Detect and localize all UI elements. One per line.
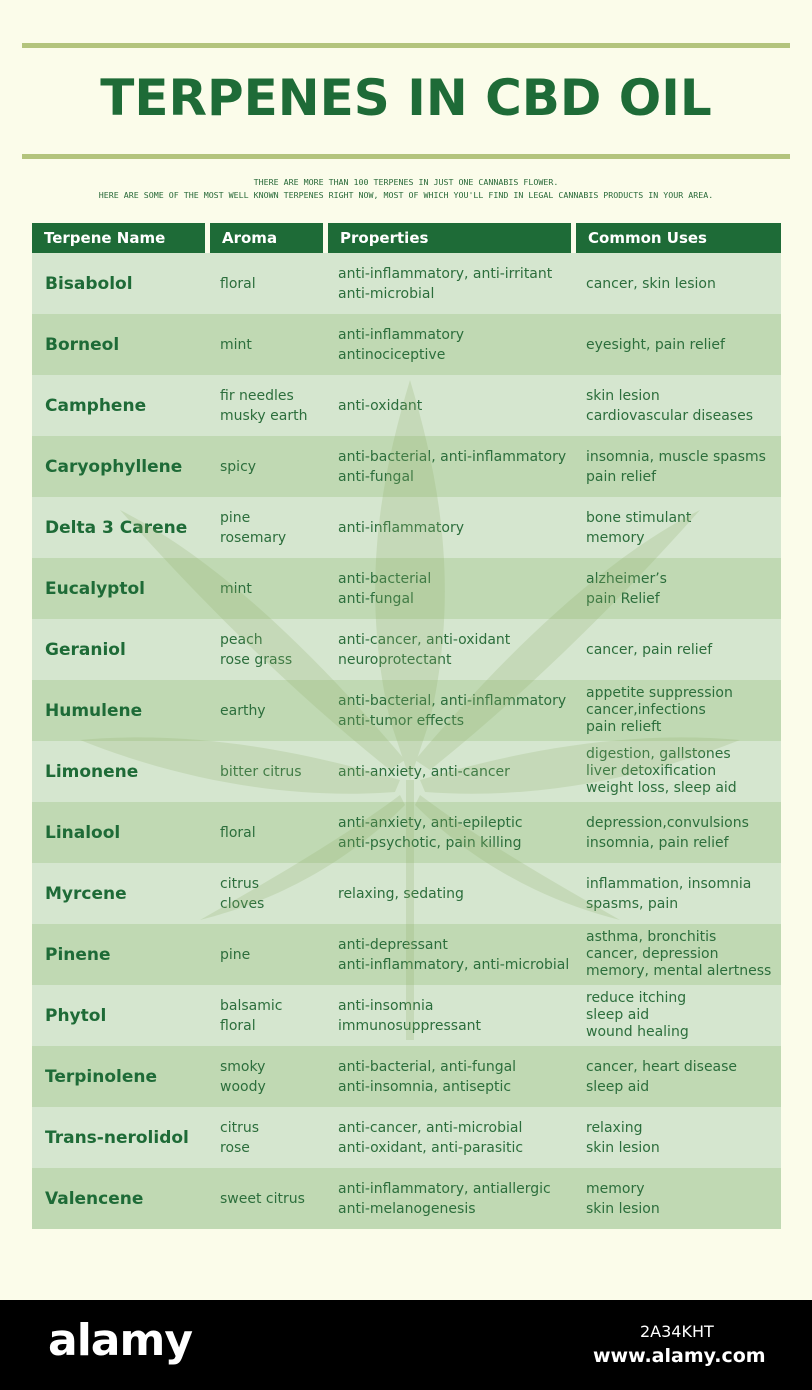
- uses-cell-line: liver detoxification: [586, 763, 717, 779]
- aroma-cell: [207, 924, 325, 985]
- terpene-name: Eucalyptol: [45, 578, 145, 599]
- uses-cell: [573, 619, 781, 680]
- properties-cell: [325, 253, 573, 314]
- properties-cell-line: anti-anxiety, anti-epileptic: [338, 814, 523, 831]
- aroma-cell: [207, 1107, 325, 1168]
- uses-cell-line: alzheimer’s: [586, 570, 667, 587]
- uses-cell: [573, 1168, 781, 1229]
- image-id: 2A34KHT: [640, 1322, 714, 1341]
- uses-cell: [573, 863, 781, 924]
- table-row: [32, 436, 781, 497]
- aroma-cell-line: smoky: [220, 1058, 266, 1075]
- uses-cell: [573, 1046, 781, 1107]
- terpene-name: Delta 3 Carene: [45, 517, 188, 538]
- uses-cell-line: digestion, gallstones: [586, 746, 731, 762]
- properties-cell-line: anti-tumor effects: [338, 712, 465, 729]
- terpene-name: Myrcene: [45, 883, 127, 904]
- aroma-cell: [207, 497, 325, 558]
- properties-cell-line: anti-bacterial: [338, 570, 432, 587]
- properties-cell: [325, 924, 573, 985]
- aroma-cell-line: spicy: [220, 458, 257, 475]
- aroma-cell-line: rose: [220, 1139, 250, 1156]
- uses-cell-line: weight loss, sleep aid: [586, 780, 737, 796]
- properties-cell-line: anti-oxidant, anti-parasitic: [338, 1139, 524, 1156]
- aroma-cell: [207, 436, 325, 497]
- properties-cell-line: anti-psychotic, pain killing: [338, 834, 522, 851]
- aroma-cell-line: balsamic: [220, 997, 283, 1014]
- terpene-name: Phytol: [45, 1005, 107, 1026]
- aroma-cell-line: pine: [220, 509, 251, 526]
- uses-cell-line: reduce itching: [586, 990, 687, 1006]
- aroma-cell: [207, 1046, 325, 1107]
- properties-cell-line: neuroprotectant: [338, 651, 452, 668]
- aroma-cell-line: rose grass: [220, 651, 293, 668]
- uses-cell: [573, 985, 781, 1046]
- terpene-name: Caryophyllene: [45, 456, 183, 477]
- uses-cell-line: memory: [586, 529, 645, 546]
- table-row: [32, 314, 781, 375]
- uses-cell-line: inflammation, insomnia: [586, 875, 752, 892]
- uses-cell-line: eyesight, pain relief: [586, 336, 725, 353]
- subtitle-line-2: HERE ARE SOME OF THE MOST WELL KNOWN TERPENES RIGHT NOW, MOST OF WHICH YOU'LL FIND IN LEGAL CANNABIS PRODUCTS IN YOUR AREA.: [98, 190, 714, 200]
- uses-cell: [573, 375, 781, 436]
- properties-cell-line: anti-fungal: [338, 468, 414, 485]
- table-row: [32, 1168, 781, 1229]
- table-row: [32, 924, 781, 985]
- terpene-name: Borneol: [45, 334, 120, 355]
- uses-cell-line: pain relief: [586, 468, 657, 485]
- uses-cell: [573, 802, 781, 863]
- uses-cell: [573, 741, 781, 802]
- properties-cell-line: anti-inflammatory, anti-irritant: [338, 265, 553, 282]
- properties-cell-line: anti-bacterial, anti-inflammatory: [338, 692, 567, 709]
- aroma-cell: [207, 314, 325, 375]
- uses-cell-line: depression,convulsions: [586, 814, 749, 831]
- properties-cell: [325, 1046, 573, 1107]
- header-common-uses: Common Uses: [576, 223, 781, 253]
- properties-cell-line: anti-melanogenesis: [338, 1200, 476, 1217]
- alamy-logo: alamy: [48, 1315, 192, 1366]
- table-row: [32, 375, 781, 436]
- page-title: TERPENES IN CBD OIL: [100, 69, 712, 127]
- properties-cell: [325, 680, 573, 741]
- aroma-cell: [207, 802, 325, 863]
- terpene-name: Bisabolol: [45, 273, 133, 294]
- uses-cell-line: sleep aid: [586, 1078, 650, 1095]
- aroma-cell: [207, 253, 325, 314]
- properties-cell-line: anti-oxidant: [338, 397, 423, 414]
- properties-cell: [325, 1168, 573, 1229]
- table-row: [32, 1046, 781, 1107]
- uses-cell-line: memory, mental alertness: [586, 963, 772, 979]
- properties-cell-line: anti-inflammatory, anti-microbial: [338, 956, 570, 973]
- properties-cell-line: anti-inflammatory: [338, 519, 464, 536]
- uses-cell-line: cancer,infections: [586, 702, 706, 718]
- aroma-cell-line: mint: [220, 580, 252, 597]
- properties-cell-line: anti-inflammatory, antiallergic: [338, 1180, 551, 1197]
- terpene-name: Linalool: [45, 822, 121, 843]
- uses-cell-line: memory: [586, 1180, 645, 1197]
- uses-cell-line: cardiovascular diseases: [586, 407, 753, 424]
- aroma-cell: [207, 680, 325, 741]
- aroma-cell-line: citrus: [220, 1119, 259, 1136]
- aroma-cell-line: sweet citrus: [220, 1190, 305, 1207]
- properties-cell-line: relaxing, sedating: [338, 885, 464, 902]
- properties-cell: [325, 741, 573, 802]
- terpene-name: Camphene: [45, 395, 147, 416]
- uses-cell-line: bone stimulant: [586, 509, 692, 526]
- properties-cell-line: anti-cancer, anti-microbial: [338, 1119, 523, 1136]
- properties-cell-line: anti-microbial: [338, 285, 435, 302]
- properties-cell: [325, 375, 573, 436]
- table-row: [32, 497, 781, 558]
- aroma-cell: [207, 1168, 325, 1229]
- properties-cell-line: immunosuppressant: [338, 1017, 482, 1034]
- properties-cell-line: anti-cancer, anti-oxidant: [338, 631, 511, 648]
- properties-cell-line: anti-fungal: [338, 590, 414, 607]
- properties-cell: [325, 497, 573, 558]
- aroma-cell-line: mint: [220, 336, 252, 353]
- aroma-cell-line: earthy: [220, 702, 266, 719]
- uses-cell-line: skin lesion: [586, 387, 660, 404]
- top-rule: [22, 43, 790, 48]
- uses-cell: [573, 924, 781, 985]
- properties-cell-line: anti-bacterial, anti-inflammatory: [338, 448, 567, 465]
- properties-cell: [325, 985, 573, 1046]
- uses-cell-line: skin lesion: [586, 1200, 660, 1217]
- table-header: [32, 223, 781, 253]
- uses-cell: [573, 253, 781, 314]
- terpenes-table: [32, 223, 781, 1229]
- aroma-cell: [207, 863, 325, 924]
- properties-cell: [325, 1107, 573, 1168]
- terpene-name: Pinene: [45, 944, 111, 965]
- properties-cell-line: anti-inflammatory: [338, 326, 464, 343]
- uses-cell: [573, 558, 781, 619]
- uses-cell: [573, 314, 781, 375]
- uses-cell-line: skin lesion: [586, 1139, 660, 1156]
- properties-cell: [325, 436, 573, 497]
- aroma-cell-line: musky earth: [220, 407, 308, 424]
- uses-cell: [573, 436, 781, 497]
- properties-cell: [325, 802, 573, 863]
- uses-cell-line: sleep aid: [586, 1007, 650, 1023]
- header-aroma: Aroma: [210, 223, 323, 253]
- uses-cell-line: relaxing: [586, 1119, 643, 1136]
- properties-cell-line: antinociceptive: [338, 346, 446, 363]
- uses-cell: [573, 497, 781, 558]
- properties-cell-line: anti-depressant: [338, 936, 448, 953]
- terpene-name: Limonene: [45, 761, 139, 782]
- subtitle-line-1: THERE ARE MORE THAN 100 TERPENES IN JUST ONE CANNABIS FLOWER.: [253, 177, 559, 187]
- aroma-cell-line: cloves: [220, 895, 265, 912]
- aroma-cell: [207, 985, 325, 1046]
- uses-cell-line: pain Relief: [586, 590, 660, 607]
- uses-cell-line: cancer, skin lesion: [586, 275, 716, 292]
- aroma-cell-line: pine: [220, 946, 251, 963]
- table-body: [32, 253, 781, 1229]
- properties-cell: [325, 619, 573, 680]
- uses-cell-line: cancer, pain relief: [586, 641, 713, 658]
- properties-cell-line: anti-bacterial, anti-fungal: [338, 1058, 517, 1075]
- aroma-cell: [207, 619, 325, 680]
- terpene-name: Terpinolene: [45, 1066, 158, 1087]
- terpene-name: Geraniol: [45, 639, 126, 660]
- table-row: [32, 1107, 781, 1168]
- aroma-cell-line: woody: [220, 1078, 266, 1095]
- table-row: [32, 619, 781, 680]
- uses-cell-line: cancer, depression: [586, 946, 719, 962]
- aroma-cell: [207, 558, 325, 619]
- uses-cell: [573, 680, 781, 741]
- uses-cell-line: appetite suppression: [586, 685, 733, 701]
- table-row: [32, 253, 781, 314]
- table-row: [32, 680, 781, 741]
- properties-cell: [325, 314, 573, 375]
- uses-cell: [573, 1107, 781, 1168]
- table-row: [32, 802, 781, 863]
- aroma-cell: [207, 741, 325, 802]
- properties-cell: [325, 863, 573, 924]
- table-row: [32, 863, 781, 924]
- properties-cell-line: anti-insomnia: [338, 997, 434, 1014]
- uses-cell-line: asthma, bronchitis: [586, 929, 717, 945]
- header-terpene-name: Terpene Name: [32, 223, 205, 253]
- aroma-cell-line: fir needles: [220, 387, 294, 404]
- properties-cell: [325, 558, 573, 619]
- uses-cell-line: pain relieft: [586, 719, 662, 735]
- footer-url: www.alamy.com: [593, 1345, 766, 1367]
- table-row: [32, 558, 781, 619]
- terpene-name: Humulene: [45, 700, 143, 721]
- properties-cell-line: anti-anxiety, anti-cancer: [338, 763, 510, 780]
- aroma-cell-line: floral: [220, 275, 256, 292]
- table-row: [32, 741, 781, 802]
- uses-cell-line: cancer, heart disease: [586, 1058, 738, 1075]
- aroma-cell-line: floral: [220, 1017, 256, 1034]
- uses-cell-line: wound healing: [586, 1024, 689, 1040]
- uses-cell-line: insomnia, pain relief: [586, 834, 729, 851]
- aroma-cell: [207, 375, 325, 436]
- header-properties: Properties: [328, 223, 571, 253]
- table-row: [32, 985, 781, 1046]
- properties-cell-line: anti-insomnia, antiseptic: [338, 1078, 512, 1095]
- aroma-cell-line: rosemary: [220, 529, 287, 546]
- aroma-cell-line: floral: [220, 824, 256, 841]
- aroma-cell-line: bitter citrus: [220, 763, 302, 780]
- uses-cell-line: spasms, pain: [586, 895, 679, 912]
- terpene-name: Trans-nerolidol: [45, 1127, 189, 1148]
- terpene-name: Valencene: [45, 1188, 144, 1209]
- aroma-cell-line: citrus: [220, 875, 259, 892]
- uses-cell-line: insomnia, muscle spasms: [586, 448, 766, 465]
- aroma-cell-line: peach: [220, 631, 263, 648]
- title-rule: [22, 154, 790, 159]
